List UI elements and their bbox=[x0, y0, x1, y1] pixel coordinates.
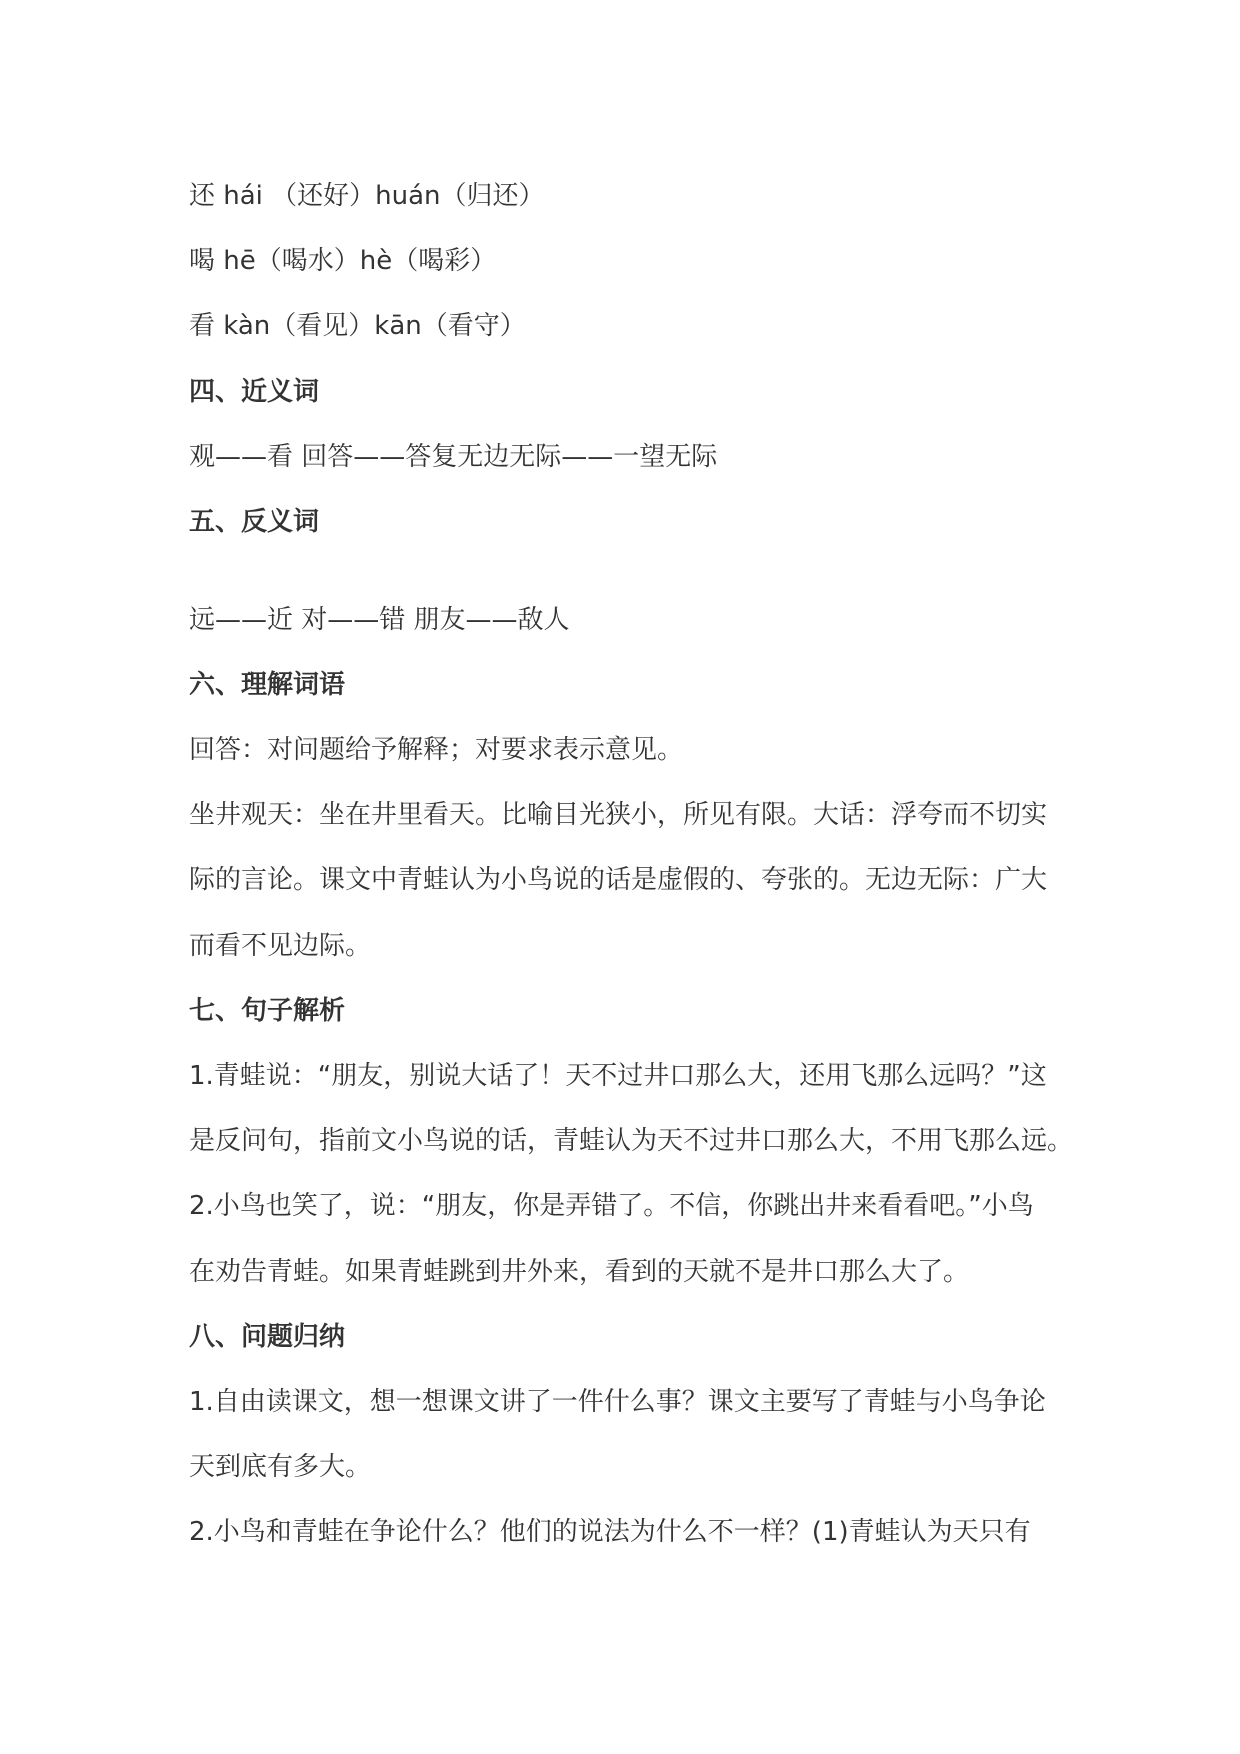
section-heading-antonyms: 五、反义词 bbox=[189, 506, 320, 537]
sentence-analysis-line: 1.青蛙说：“朋友，别说大话了！天不过井口那么大，还用飞那么远吗？”这 bbox=[189, 1060, 1047, 1091]
word-meanings-section bbox=[189, 653, 1199, 979]
question-summary-section bbox=[189, 1305, 1199, 1566]
sentence-analysis-line: 是反问句，指前文小鸟说的话，青蛙认为天不过井口那么大，不用飞那么远。 bbox=[189, 1126, 1074, 1157]
section-heading-synonyms: 四、近义词 bbox=[189, 376, 320, 407]
word-meanings-line: 坐井观天：坐在井里看天。比喻目光狭小，所见有限。大话：浮夸而不切实 bbox=[189, 800, 1048, 831]
synonyms-section bbox=[189, 360, 1199, 490]
word-meanings-line: 而看不见边际。 bbox=[189, 930, 372, 961]
word-meanings-line: 回答：对问题给予解释；对要求表示意见。 bbox=[189, 735, 684, 765]
antonyms-section bbox=[189, 490, 1199, 653]
question-summary-line: 天到底有多大。 bbox=[189, 1452, 372, 1483]
section-heading-sentence-analysis: 七、句子解析 bbox=[189, 995, 346, 1026]
pronunciation-list bbox=[189, 164, 1199, 360]
pronunciation-line: 喝 hē（喝水）hè（喝彩） bbox=[189, 246, 497, 277]
section-heading-question-summary: 八、问题归纳 bbox=[189, 1321, 346, 1352]
pronunciation-line: 看 kàn（看见）kān（看守） bbox=[189, 311, 526, 342]
document-page bbox=[189, 164, 1199, 1565]
pronunciation-line: 还 hái （还好）huán（归还） bbox=[189, 181, 545, 211]
sentence-analysis-line: 2.小鸟也笑了，说：“朋友，你是弄错了。不信，你跳出井来看看吧。”小鸟 bbox=[189, 1191, 1034, 1222]
sentence-analysis-section bbox=[189, 979, 1199, 1305]
antonyms-line: 远——近 对——错 朋友——敌人 bbox=[189, 604, 570, 635]
word-meanings-line: 际的言论。课文中青蛙认为小鸟说的话是虚假的、夸张的。无边无际：广大 bbox=[189, 865, 1048, 896]
synonyms-line: 观——看 回答——答复无边无际——一望无际 bbox=[189, 441, 718, 472]
sentence-analysis-line: 在劝告青蛙。如果青蛙跳到井外来，看到的天就不是井口那么大了。 bbox=[189, 1256, 970, 1287]
section-heading-word-meanings: 六、理解词语 bbox=[189, 669, 346, 700]
question-summary-line: 1.自由读课文，想一想课文讲了一件什么事？课文主要写了青蛙与小鸟争论 bbox=[189, 1386, 1046, 1417]
question-summary-line: 2.小鸟和青蛙在争论什么？他们的说法为什么不一样？(1)青蛙认为天只有 bbox=[189, 1517, 1031, 1548]
